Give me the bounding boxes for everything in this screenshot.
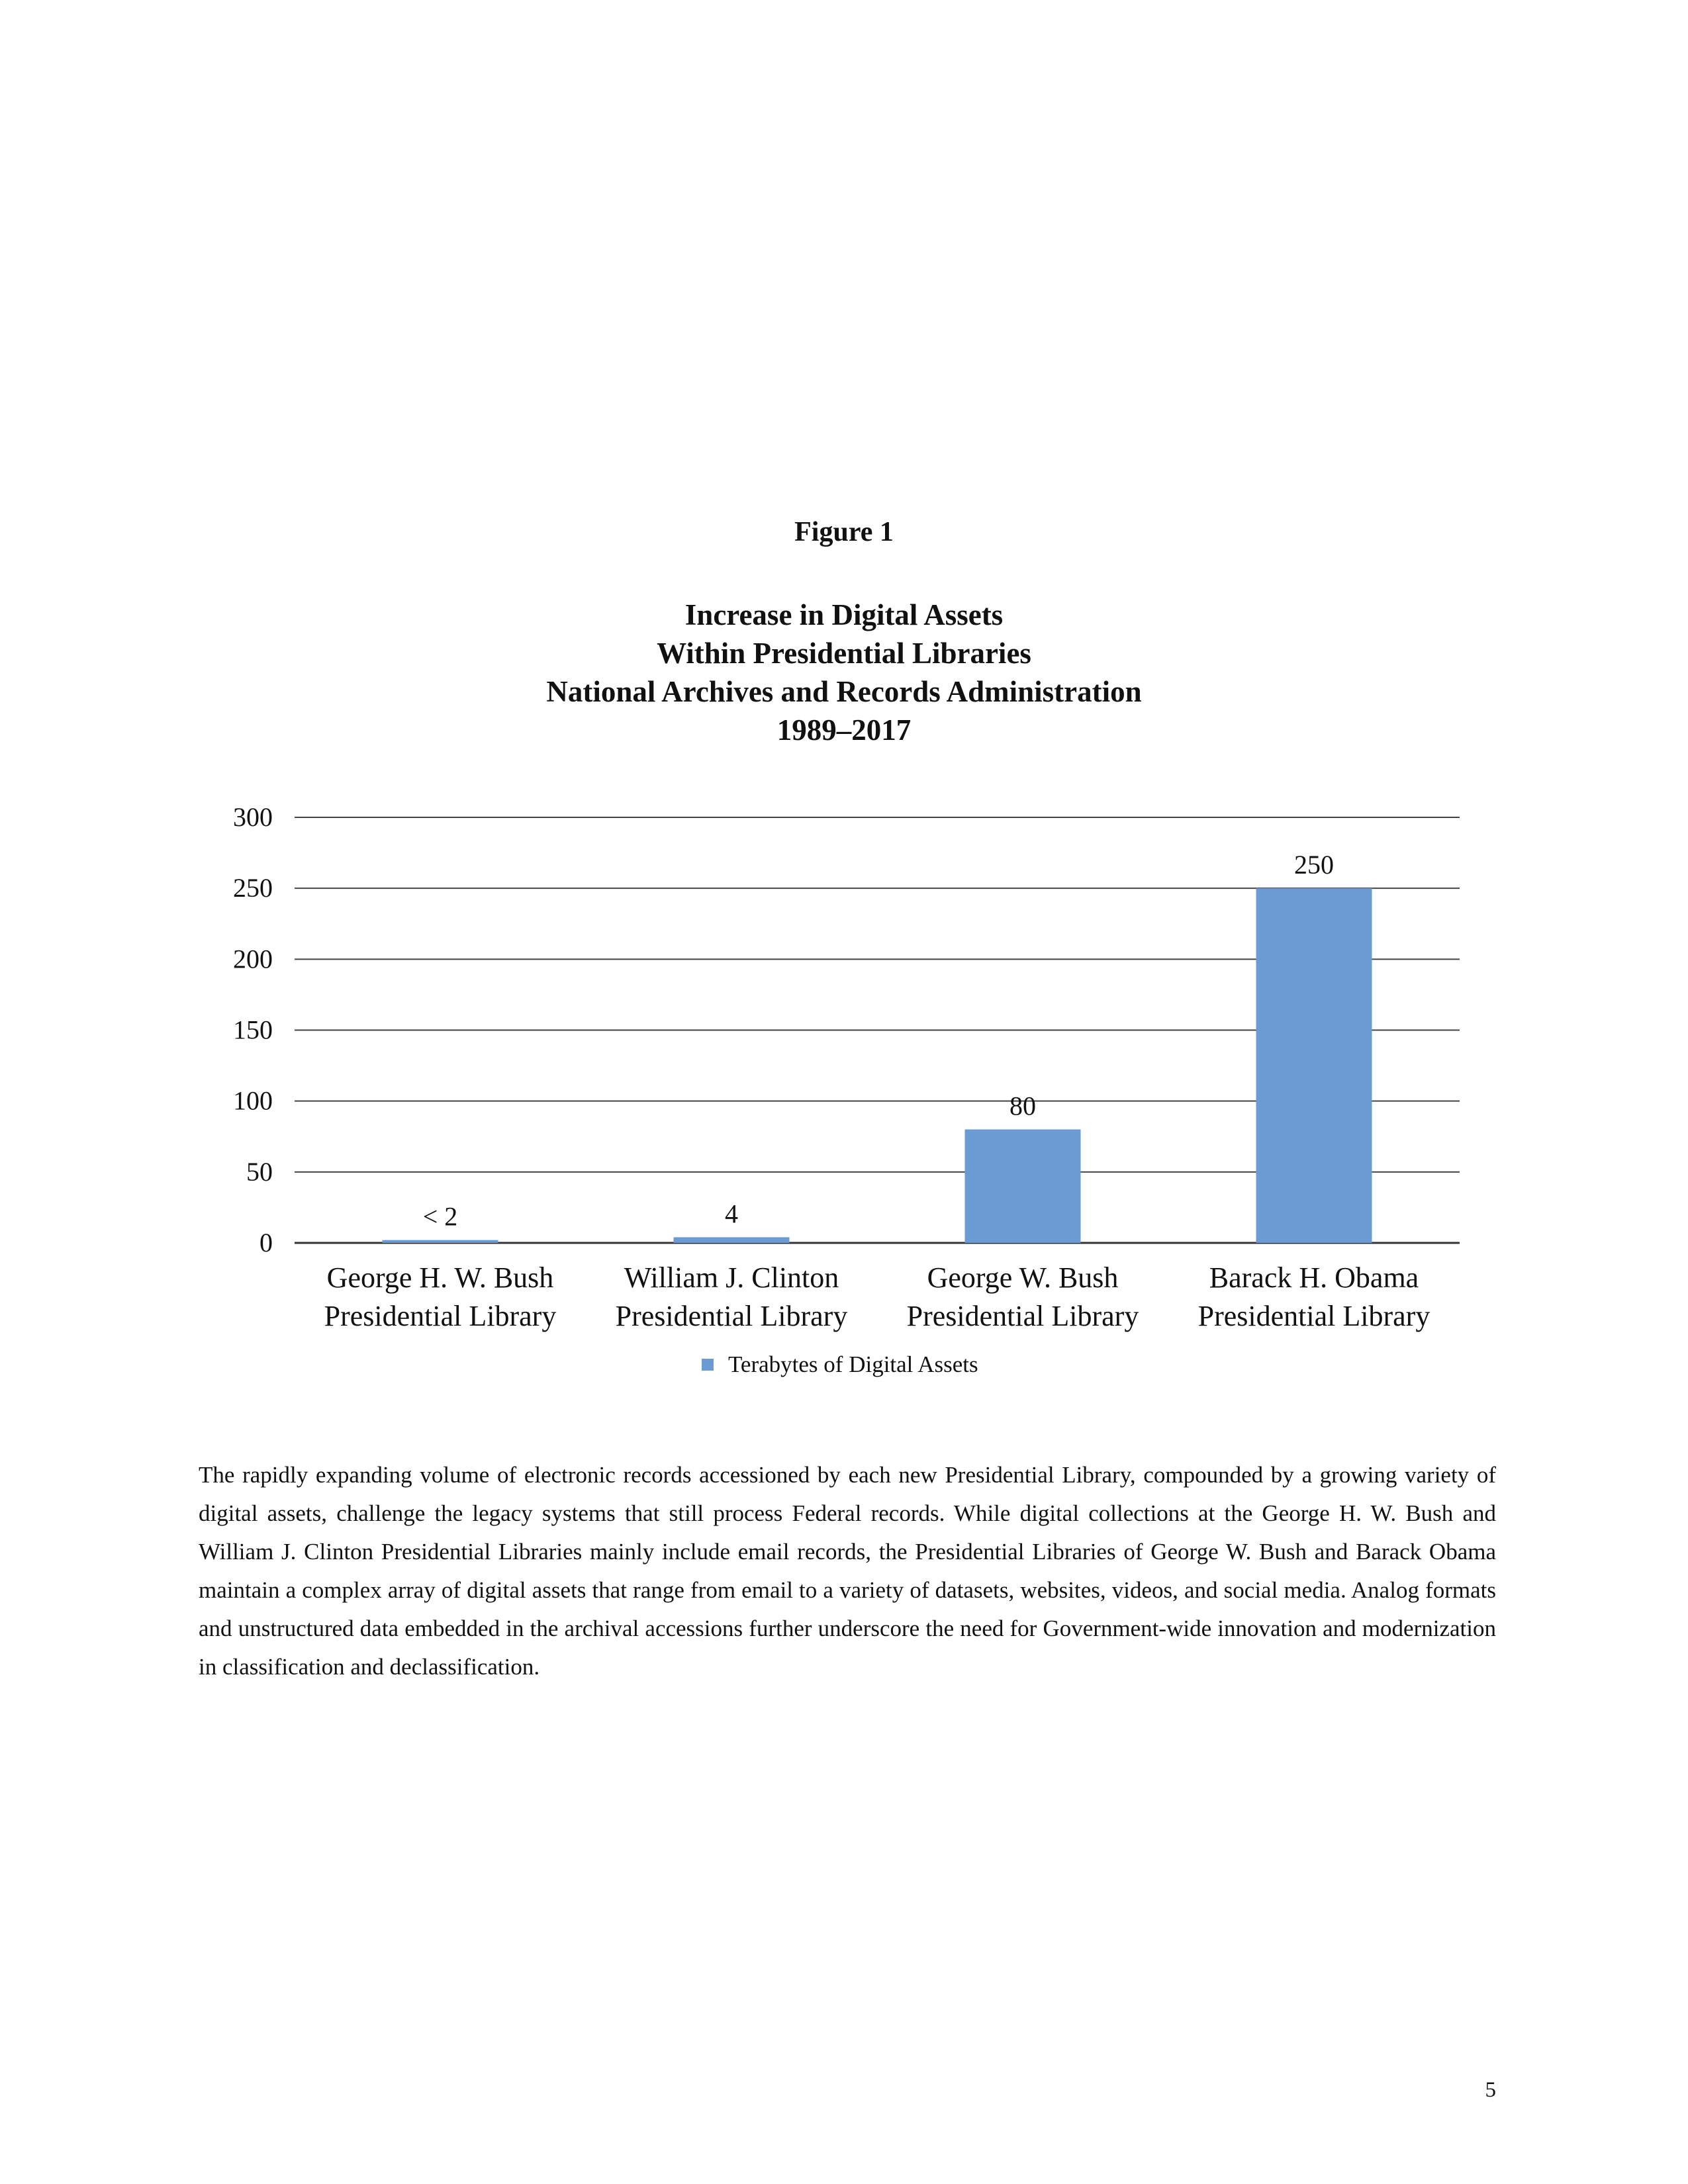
x-tick-label-2-line-2: Presidential Library <box>615 1300 848 1332</box>
data-label-1: < 2 <box>422 1201 458 1232</box>
chart-title-line-2: Within Presidential Libraries <box>657 637 1031 670</box>
y-tick-label-200: 200 <box>233 944 273 974</box>
page-number: 5 <box>1485 2078 1496 2102</box>
chart-title-line-3: National Archives and Records Administration <box>546 675 1142 708</box>
y-tick-label-50: 50 <box>246 1156 273 1187</box>
x-tick-label-3-line-1: George W. Bush <box>927 1261 1119 1294</box>
chart-title-line-1: Increase in Digital Assets <box>684 598 1004 631</box>
y-tick-label-100: 100 <box>233 1085 273 1116</box>
legend-swatch <box>702 1359 714 1371</box>
x-tick-label-3-line-2: Presidential Library <box>906 1300 1139 1332</box>
data-label-4: 250 <box>1294 850 1334 880</box>
y-tick-label-300: 300 <box>233 802 273 832</box>
legend-label: Terabytes of Digital Assets <box>728 1351 978 1377</box>
data-label-3: 80 <box>1009 1091 1036 1121</box>
body-paragraph: The rapidly expanding volume of electronic records accessioned by each new Presidential Library, compounded by a growing variety of digital assets, challenge the legacy systems that still process Federal records. While digital collections at the George H. W. Bush and William J. Clinton Presidential Libraries mainly include email records, the Presidential Libraries of George W. Bush and Barack Obama maintain a complex array of digital assets that range from email to a variety of datasets, websites, videos, and social media. Analog formats and unstructured data embedded in the archival accessions further underscore the need for Government-wide innovation and modernization in classification and declassification. <box>199 1462 1496 1680</box>
y-tick-label-150: 150 <box>233 1015 273 1045</box>
x-tick-label-1-line-1: George H. W. Bush <box>326 1261 554 1294</box>
x-tick-label-4-line-1: Barack H. Obama <box>1209 1261 1419 1294</box>
bar-4 <box>1256 888 1372 1243</box>
chart-title-line-4: 1989–2017 <box>776 713 912 747</box>
x-tick-label-4-line-2: Presidential Library <box>1197 1300 1430 1332</box>
x-tick-label-1-line-2: Presidential Library <box>324 1300 557 1332</box>
y-tick-label-0: 0 <box>259 1228 273 1257</box>
figure-label: Figure 1 <box>794 517 894 547</box>
bar-3 <box>965 1130 1081 1243</box>
y-tick-label-250: 250 <box>233 873 273 903</box>
bar-2 <box>674 1237 790 1243</box>
x-tick-label-2-line-1: William J. Clinton <box>624 1261 839 1294</box>
data-label-2: 4 <box>725 1199 738 1229</box>
bar-1 <box>383 1240 498 1243</box>
